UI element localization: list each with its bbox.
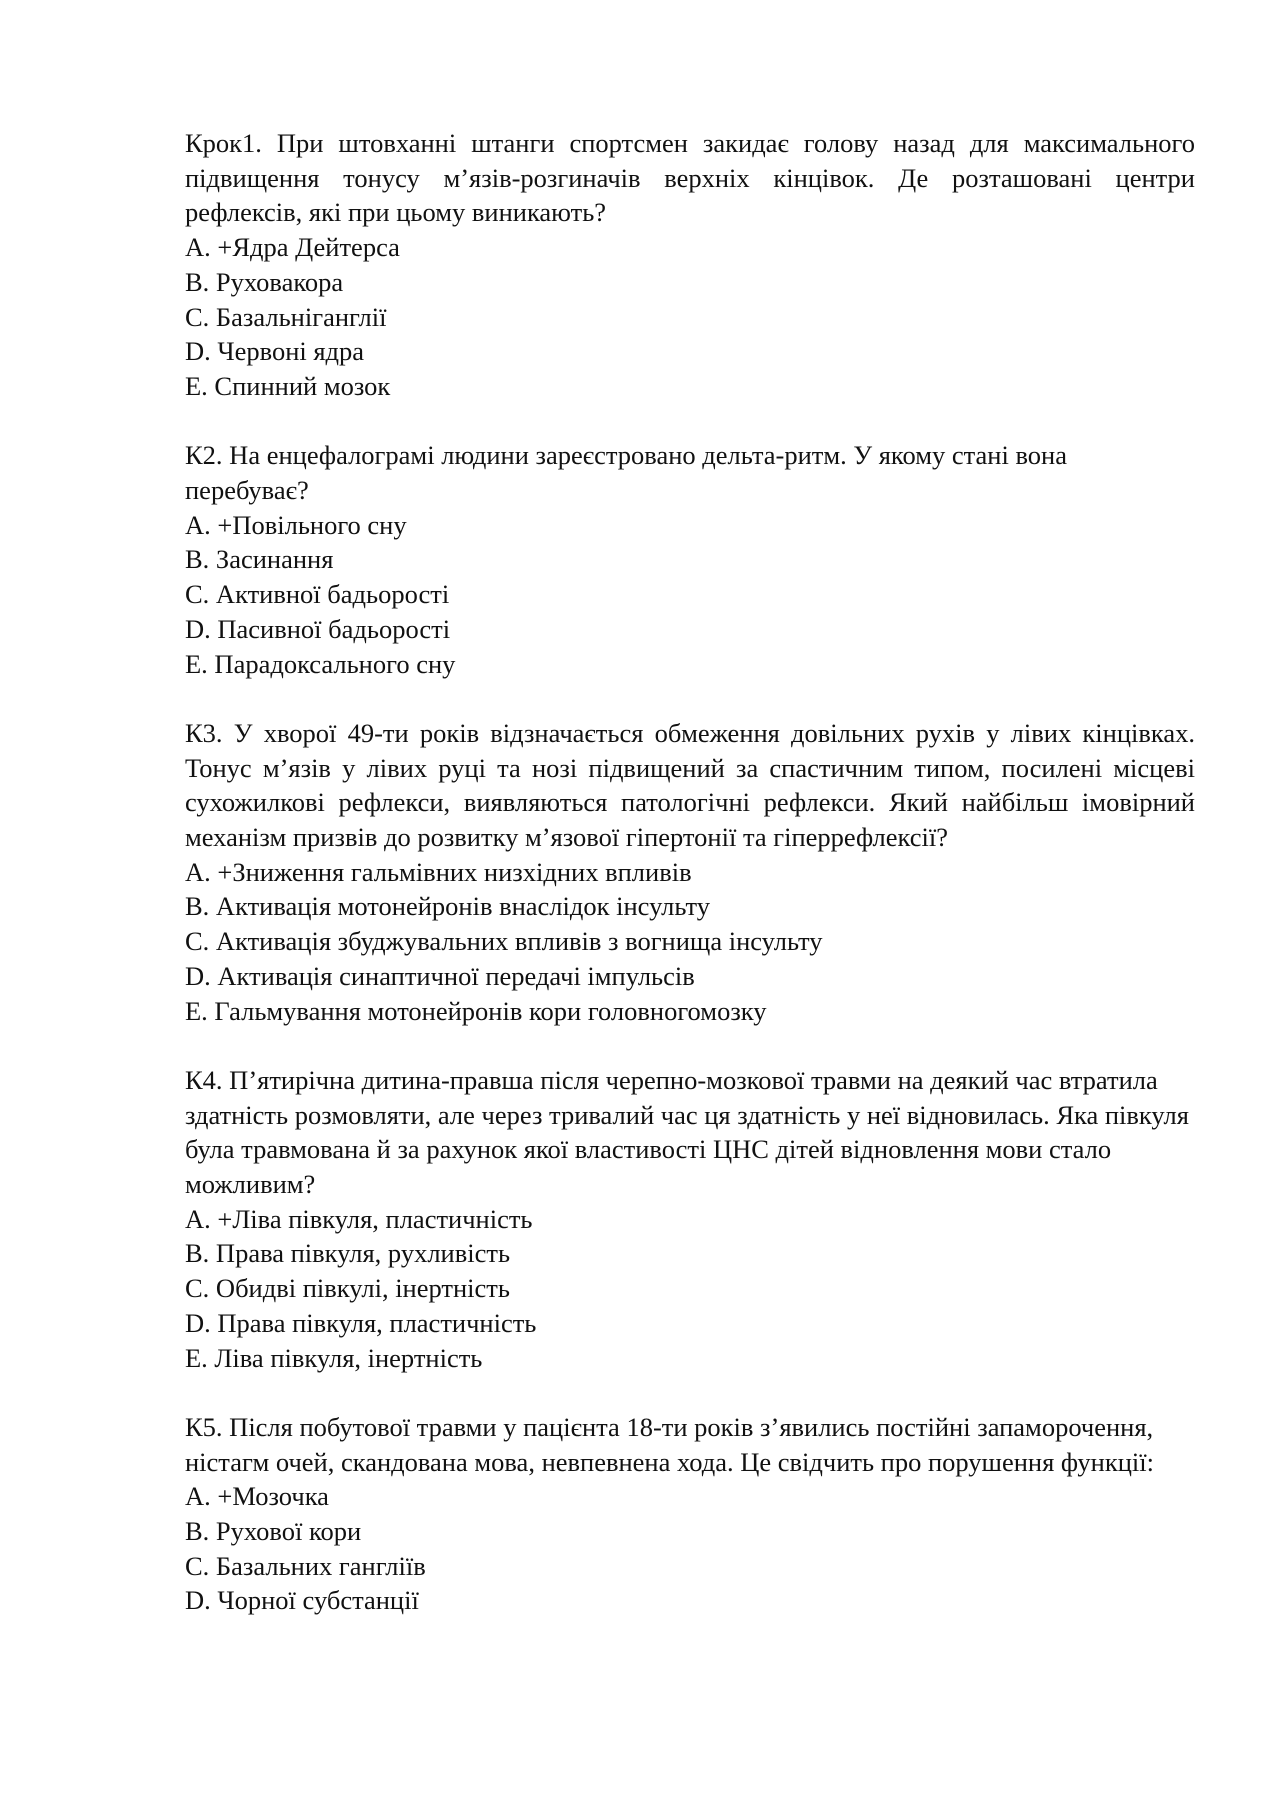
answer-option: B. Права півкуля, рухливість (185, 1238, 511, 1269)
answer-option: D. Права півкуля, пластичність (185, 1307, 537, 1338)
answer-option: B. Руховакора (185, 266, 344, 297)
answer-option: A. +Мозочка (185, 1481, 329, 1512)
question-block (185, 126, 1195, 404)
answer-option: A. +Повільного сну (185, 509, 407, 540)
answer-option: C. Активація збуджувальних впливів з вогнища інсульту (185, 926, 823, 957)
answer-options (185, 230, 1195, 404)
question-text: К3. У хворої 49-ти років відзначається обмеження довільних рухів у лівих кінцівках. Тонус м’язів у лівих руці та нозі підвищений за спастичним типом, посилені місцеві сухожилкові рефлекси, виявляються патологічні рефлекси. Який найбільш імовірний механізм призвів до розвитку м’язової гіпертонії та гіперрефлексії? (185, 717, 1195, 853)
question-block (185, 1063, 1195, 1375)
answer-options (185, 1202, 1195, 1376)
question-block (185, 716, 1195, 1028)
answer-option: A. +Ядра Дейтерса (185, 232, 400, 263)
answer-option: C. Базальних гангліїв (185, 1550, 426, 1581)
answer-option: D. Активація синаптичної передачі імпульсів (185, 960, 695, 991)
answer-option: A. +Ліва півкуля, пластичність (185, 1203, 533, 1234)
answer-option: C. Обидві півкулі, інертність (185, 1273, 510, 1304)
answer-options (185, 508, 1195, 682)
answer-option: B. Засинання (185, 544, 334, 575)
answer-options (185, 1479, 1195, 1618)
answer-option: B. Рухової кори (185, 1516, 362, 1547)
answer-option: D. Чорної субстанції (185, 1585, 419, 1616)
document-page (185, 126, 1195, 1653)
question-text: К2. На енцефалограмі людини зареєстровано дельта-ритм. У якому стані вона перебуває? (185, 440, 1067, 506)
answer-option: E. Гальмування мотонейронів кори головногомозку (185, 995, 767, 1026)
answer-option: D. Пасивної бадьорості (185, 613, 451, 644)
question-text: К5. Після побутової травми у пацієнта 18-ти років з’явились постійні запаморочення, ністагм очей, скандована мова, невпевнена хода. Це свідчить про порушення функції: (185, 1411, 1154, 1477)
question-text: Крок1. При штовханні штанги спортсмен закидає голову назад для максимального підвищення тонусу м’язів-розгиначів верхніх кінцівок. Де розташовані центри рефлексів, які при цьому виникають? (185, 128, 1195, 228)
answer-option: D. Червоні ядра (185, 336, 365, 367)
answer-options (185, 855, 1195, 1029)
answer-option: B. Активація мотонейронів внаслідок інсульту (185, 891, 710, 922)
question-text: К4. П’ятирічна дитина-правша після черепно-мозкової травми на деякий час втратила здатність розмовляти, але через тривалий час ця здатність у неї відновилась. Яка півкуля була травмована й за рахунок якої властивості ЦНС дітей відновлення мови стало можливим? (185, 1064, 1189, 1200)
answer-option: E. Парадоксального сну (185, 648, 456, 679)
question-block (185, 438, 1195, 681)
answer-option: C. Активної бадьорості (185, 579, 450, 610)
question-block (185, 1410, 1195, 1618)
answer-option: E. Ліва півкуля, інертність (185, 1342, 483, 1373)
answer-option: E. Спинний мозок (185, 370, 391, 401)
answer-option: A. +Зниження гальмівних низхідних впливів (185, 856, 692, 887)
answer-option: C. Базальніганглії (185, 301, 387, 332)
